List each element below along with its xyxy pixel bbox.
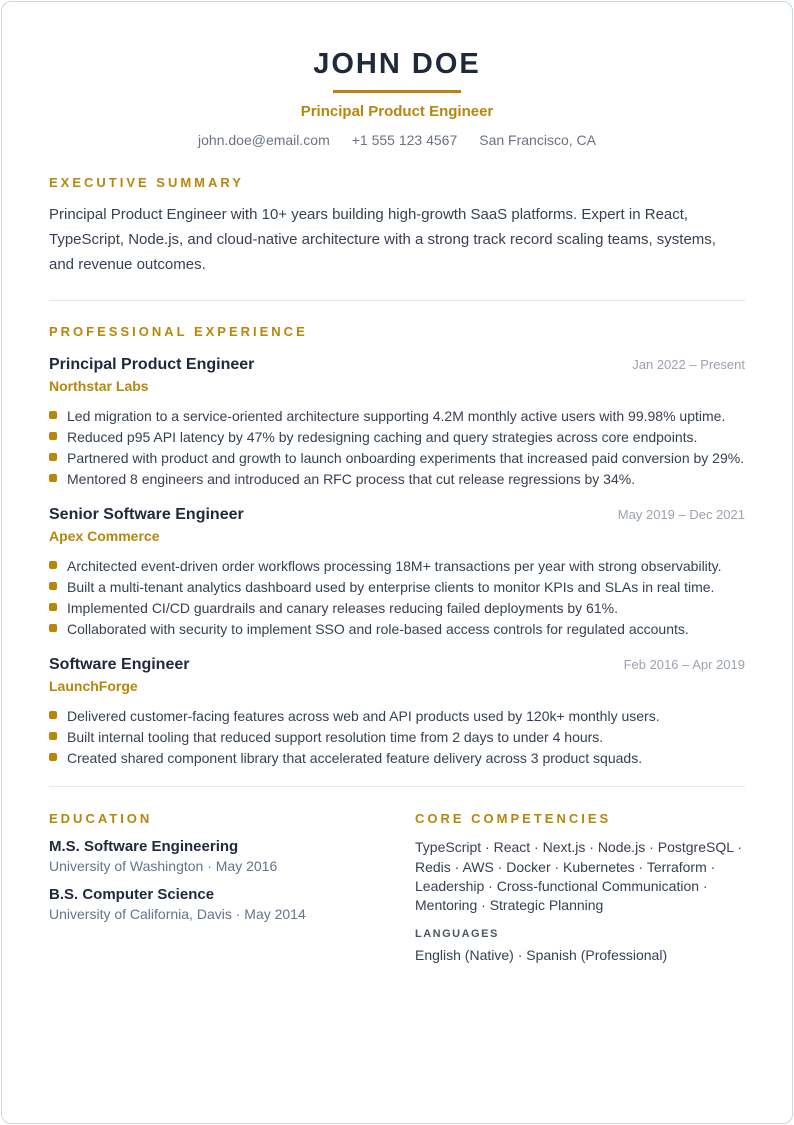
bullet-square-icon [49,603,57,611]
bullet-square-icon [49,432,57,440]
job-bullet [49,556,745,576]
job-title: Senior Software Engineer [49,506,244,524]
section-executive-summary [49,175,745,278]
job-dates: Jan 2022 – Present [632,357,745,373]
candidate-name: JOHN DOE [313,48,481,80]
job-bullet [49,727,745,747]
languages-label: LANGUAGES [415,928,499,941]
bullet-square-icon [49,582,57,590]
section-heading-core-competencies: CORE COMPETENCIES [415,811,612,827]
job-header [49,506,745,524]
job-bullet-text: Built internal tooling that reduced support resolution time from 2 days to under 4 hours. [67,729,604,746]
job-header [49,356,745,374]
job-bullet [49,706,745,726]
education-degree: B.S. Computer Science [49,886,215,904]
job-company: Northstar Labs [49,378,149,395]
job-entry [49,506,745,639]
bullet-square-icon [49,561,57,569]
bottom-columns [49,811,745,963]
job-bullet-text: Partnered with product and growth to launch onboarding experiments that increased paid conversion by 29%. [67,450,745,467]
job-bullet [49,619,745,639]
job-bullet [49,448,745,468]
job-company: Apex Commerce [49,528,160,545]
education-degree: M.S. Software Engineering [49,838,239,856]
job-bullet [49,598,745,618]
job-bullet [49,469,745,489]
section-divider [49,300,745,301]
job-bullet [49,406,745,426]
bullet-square-icon [49,732,57,740]
education-detail: University of Washington · May 2016 [49,858,278,875]
contact-row [49,132,745,148]
job-entry [49,656,745,768]
job-bullet-text: Mentored 8 engineers and introduced an RFC process that cut release regressions by 34%. [67,471,636,488]
job-bullet-text: Reduced p95 API latency by 47% by redesigning caching and query strategies across core endpoints. [67,429,698,446]
education-detail: University of California, Davis · May 2014 [49,906,306,923]
job-bullet-text: Built a multi-tenant analytics dashboard used by enterprise clients to monitor KPIs and SLAs in real time. [67,579,715,596]
skills-list: TypeScript · React · Next.js · Node.js · PostgreSQL · Redis · AWS · Docker · Kubernetes · Terraform · Leadership · Cross-functional Communication · Mentoring · Strategic Planning [415,839,743,914]
section-heading-education: EDUCATION [49,811,153,827]
job-bullet-list [49,556,745,639]
bullet-square-icon [49,711,57,719]
languages-list: English (Native) · Spanish (Professional) [415,947,668,964]
section-education [49,811,379,963]
bullet-square-icon [49,753,57,761]
section-heading-executive-summary: EXECUTIVE SUMMARY [49,175,244,191]
contact-email: john.doe@email.com [198,132,330,149]
job-bullet [49,748,745,768]
job-bullet-text: Delivered customer-facing features across web and API products used by 120k+ monthly users. [67,708,660,725]
education-item [49,886,379,922]
candidate-title: Principal Product Engineer [300,103,494,121]
job-bullet-list [49,406,745,489]
job-company: LaunchForge [49,678,138,695]
contact-phone: +1 555 123 4567 [351,132,458,149]
name-accent-rule [333,90,461,93]
resume-header [49,48,745,148]
bullet-square-icon [49,624,57,632]
section-core-competencies [415,811,745,963]
job-bullet-text: Architected event-driven order workflows processing 18M+ transactions per year with strong observability. [67,558,722,575]
section-heading-professional-experience: PROFESSIONAL EXPERIENCE [49,324,308,340]
job-bullet [49,427,745,447]
section-professional-experience [49,324,745,768]
job-title: Software Engineer [49,656,190,674]
bullet-square-icon [49,453,57,461]
job-bullet [49,577,745,597]
job-bullet-list [49,706,745,768]
summary-paragraph: Principal Product Engineer with 10+ years building high-growth SaaS platforms. Expert in React, TypeScript, Node.js, and cloud-native architecture with a strong track record scaling teams, systems, and revenue outcomes. [49,206,716,274]
job-bullet-text: Implemented CI/CD guardrails and canary releases reducing failed deployments by 61%. [67,600,618,617]
job-bullet-text: Led migration to a service-oriented architecture supporting 4.2M monthly active users with 99.98% uptime. [67,408,726,425]
job-bullet-text: Collaborated with security to implement SSO and role-based access controls for regulated accounts. [67,621,689,638]
job-bullet-text: Created shared component library that accelerated feature delivery across 3 product squads. [67,750,643,767]
section-divider [49,786,745,787]
job-title: Principal Product Engineer [49,356,255,374]
job-entry [49,356,745,489]
resume-page [1,1,793,1124]
job-dates: May 2019 – Dec 2021 [617,507,745,523]
bullet-square-icon [49,474,57,482]
job-dates: Feb 2016 – Apr 2019 [623,657,745,673]
job-header [49,656,745,674]
contact-location: San Francisco, CA [479,132,596,149]
bullet-square-icon [49,411,57,419]
education-item [49,838,379,874]
